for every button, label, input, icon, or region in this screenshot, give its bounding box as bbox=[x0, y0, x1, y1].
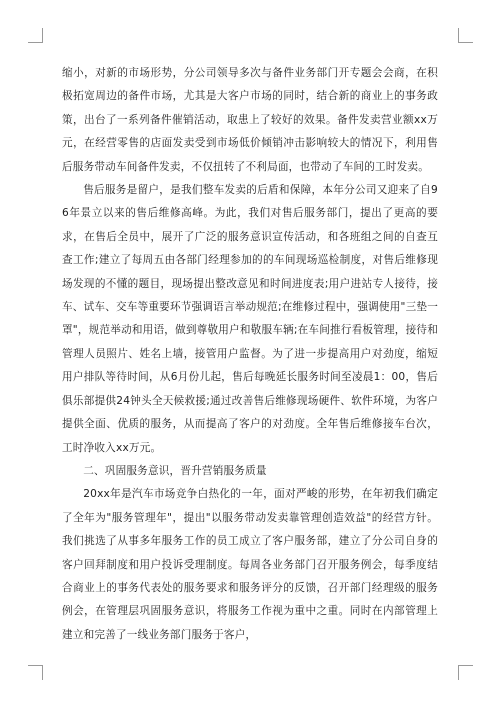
crop-mark-top-left bbox=[28, 28, 43, 43]
document-body bbox=[62, 62, 438, 647]
paragraph-market-situation: 缩小，对新的市场形势，分公司领导多次与备件业务部门开专题会会商，在积极拓宽周边的备件市场，尤其是大客户市场的同时，结合新的商业上的事务政策，出台了一系列备件催销活动，取患上了较好的效果。备件发卖营业额xx万元，在经营零售的店面发卖受到市场低价倾销冲击影响较大的情况下，利用售后服务带动车间备件发卖，不仅扭转了不利局面，也带动了车间的工时发卖。 bbox=[62, 67, 438, 173]
section-heading: 二、巩固服务意识，晋升营销服务质量 bbox=[83, 464, 267, 477]
crop-mark-bottom-left bbox=[28, 665, 43, 680]
crop-mark-bottom-right bbox=[458, 665, 473, 680]
paragraph-service-management-year: 20xx年是汽车市场竞争白热化的一年，面对严峻的形势，在年初我们确定了全年为"服务管理年"，提出"以服务带动发卖靠管理创造效益"的经营方针。我们挑选了从事多年服务工作的员工成立了客户服务部，建立了分公司自身的客户回拜制度和用户投诉受理制度。每周各业务部门召开服务例会，每季度结合商业上的事务代表处的服务要求和服务评分的反馈，召开部门经理级的服务例会，在管理层巩固服务意识，将服务工作视为重中之重。同时在内部管理上建立和完善了一线业务部门服务于客户， bbox=[62, 488, 438, 641]
paragraph-after-sales-service: 售后服务是留户，是我们整车发卖的后盾和保障，本年分公司又迎来了自96年景立以来的售后维修高峰。为此，我们对售后服务部门，提出了更高的要求，在售后全员中，展开了广泛的服务意识宣传活动，和各班组之间的自查互查工作;建立了每周五由各部门经理参加的的车间现场巡检制度，对售后维修现场发现的不懂的题目，现场提出整改意见和时间进度表;用户进站专人接待，接车、试车、交车等重要环节强调语言举动规范;在维修过程中，强调使用"三垫一罩"，规范举动和用语，做到尊敬用户和敬服车辆;在车间推行看板管理，接待和管理人员照片、姓名上墙，接管用户监督。为了进一步提高用户对劲度，缩短用户排队等待时间，从6月份儿起，售后每晚延长服务时间至凌晨1：00，售后俱乐部提供24钟头全天候救援;通过改善售后维修现场硬件、软件环境，为客户提供全面、优质的服务，从而提高了客户的对劲度。全年售后维修接车台次，工时净收入xx万元。 bbox=[62, 184, 438, 454]
crop-mark-top-right bbox=[458, 28, 473, 43]
